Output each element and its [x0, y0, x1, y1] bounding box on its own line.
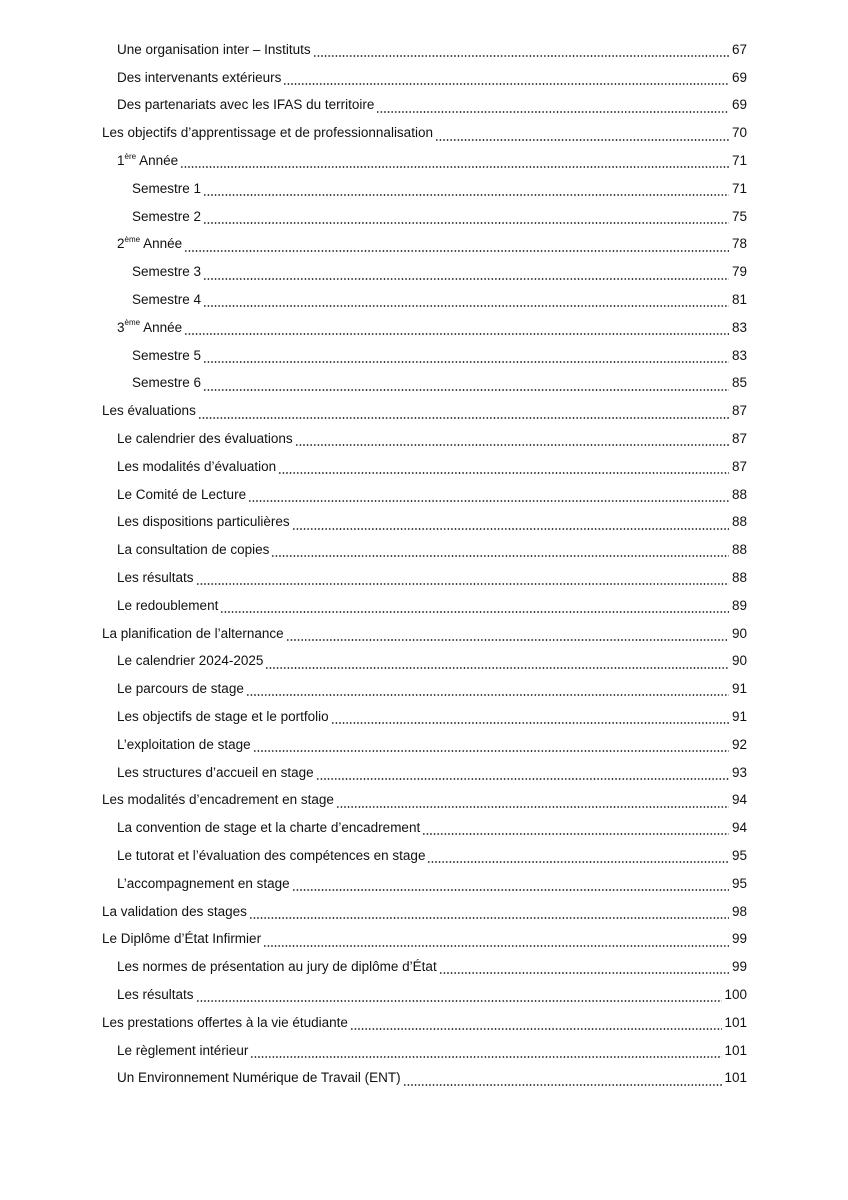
toc-dot-leader — [203, 184, 729, 198]
toc-dot-leader — [422, 823, 729, 837]
toc-entry-title: Les normes de présentation au jury de diplôme d’État — [117, 959, 437, 975]
toc-entry-page-number: 67 — [731, 41, 747, 57]
toc-entry-label: Année — [140, 319, 183, 335]
toc-entry-title: La consultation de copies — [117, 542, 270, 558]
toc-entry-title — [117, 320, 182, 336]
toc-entry-number: 3 — [117, 319, 125, 335]
toc-entry-title: Les évaluations — [102, 403, 196, 419]
toc-entry-page-number: 99 — [731, 931, 747, 947]
toc-entry[interactable] — [0, 703, 848, 731]
toc-entry-page-number: 69 — [731, 97, 747, 113]
toc-entry-title: Le Comité de Lecture — [117, 486, 247, 502]
toc-entry-title: Le Diplôme d’État Infirmier — [102, 931, 262, 947]
toc-entry-title: Les modalités d’évaluation — [117, 458, 277, 474]
toc-entry-page-number: 95 — [731, 875, 747, 891]
toc-entry-title: La planification de l’alternance — [102, 625, 284, 641]
toc-entry-page-number: 83 — [731, 319, 747, 335]
toc-entry[interactable] — [0, 870, 848, 898]
toc-entry-page-number: 71 — [731, 180, 747, 196]
toc-entry-number: 1 — [117, 153, 125, 169]
toc-entry-title: L’exploitation de stage — [117, 736, 251, 752]
toc-entry-page-number: 91 — [731, 681, 747, 697]
toc-dot-leader — [196, 990, 723, 1004]
toc-dot-leader — [283, 73, 729, 87]
toc-entry-page-number: 90 — [731, 653, 747, 669]
toc-dot-leader — [196, 573, 729, 587]
toc-entry[interactable] — [0, 453, 848, 481]
toc-entry-page-number: 79 — [731, 264, 747, 280]
toc-entry-page-number: 88 — [731, 486, 747, 502]
toc-entry-ordinal-suffix: ère — [124, 151, 137, 161]
toc-entry-title: Semestre 5 — [132, 347, 202, 363]
toc-entry-title: La convention de stage et la charte d’encadrement — [117, 820, 421, 836]
toc-entry[interactable] — [0, 981, 848, 1009]
toc-entry-page-number: 94 — [731, 792, 747, 808]
toc-entry[interactable] — [0, 648, 848, 676]
toc-dot-leader — [439, 962, 729, 976]
toc-dot-leader — [313, 45, 729, 59]
toc-entry[interactable] — [0, 731, 848, 759]
toc-entry[interactable] — [0, 620, 848, 648]
toc-entry-title: Semestre 2 — [132, 208, 202, 224]
toc-entry[interactable] — [0, 1009, 848, 1037]
toc-dot-leader — [203, 212, 729, 226]
toc-dot-leader — [292, 879, 729, 893]
toc-entry[interactable] — [0, 898, 848, 926]
toc-entry-page-number: 75 — [731, 208, 747, 224]
toc-dot-leader — [184, 240, 729, 254]
toc-entry[interactable] — [0, 258, 848, 286]
toc-entry-page-number: 99 — [731, 959, 747, 975]
toc-entry-title: Le calendrier des évaluations — [117, 431, 293, 447]
toc-entry[interactable] — [0, 953, 848, 981]
toc-entry[interactable] — [0, 92, 848, 120]
toc-entry-page-number: 69 — [731, 69, 747, 85]
toc-entry-ordinal-suffix: ème — [124, 234, 141, 244]
toc-entry[interactable] — [0, 814, 848, 842]
toc-dot-leader — [184, 323, 729, 337]
toc-entry-page-number: 93 — [731, 764, 747, 780]
toc-entry-page-number: 92 — [731, 736, 747, 752]
toc-entry[interactable] — [0, 147, 848, 175]
toc-entry-label: Année — [140, 236, 183, 252]
toc-entry[interactable] — [0, 926, 848, 954]
toc-entry-title: Semestre 1 — [132, 180, 202, 196]
toc-entry[interactable] — [0, 481, 848, 509]
toc-entry-title: Les modalités d’encadrement en stage — [102, 792, 334, 808]
toc-entry[interactable] — [0, 787, 848, 815]
toc-entry[interactable] — [0, 314, 848, 342]
toc-dot-leader — [403, 1074, 723, 1088]
toc-entry[interactable] — [0, 675, 848, 703]
toc-dot-leader — [376, 101, 729, 115]
toc-entry[interactable] — [0, 342, 848, 370]
toc-entry[interactable] — [0, 1037, 848, 1065]
toc-entry-page-number: 88 — [731, 542, 747, 558]
toc-entry[interactable] — [0, 203, 848, 231]
toc-entry-title: Semestre 3 — [132, 264, 202, 280]
toc-entry[interactable] — [0, 231, 848, 259]
toc-entry-title: Le calendrier 2024-2025 — [117, 653, 264, 669]
toc-entry[interactable] — [0, 536, 848, 564]
toc-dot-leader — [265, 657, 729, 671]
toc-entry-page-number: 95 — [731, 848, 747, 863]
toc-entry-title: Les résultats — [117, 986, 194, 1002]
toc-entry-title — [117, 153, 178, 169]
toc-dot-leader — [316, 768, 729, 782]
toc-dot-leader — [248, 490, 729, 504]
toc-entry-title: Le redoublement — [117, 597, 219, 613]
toc-entry-title: L’accompagnement en stage — [117, 875, 290, 891]
toc-entry[interactable] — [0, 36, 848, 64]
toc-entry-title: Les dispositions particulières — [117, 514, 290, 530]
toc-entry[interactable] — [0, 1064, 848, 1092]
toc-entry-title: Les objectifs d’apprentissage et de professionnalisation — [102, 125, 433, 141]
toc-entry-label: Année — [136, 153, 179, 169]
toc-dot-leader — [253, 740, 729, 754]
toc-entry-page-number: 83 — [731, 347, 747, 363]
toc-entry-page-number: 90 — [731, 625, 747, 641]
toc-entry[interactable] — [0, 842, 848, 870]
toc-dot-leader — [336, 796, 729, 810]
toc-dot-leader — [203, 351, 729, 365]
table-of-contents — [0, 36, 848, 1092]
toc-entry[interactable] — [0, 425, 848, 453]
toc-entry[interactable] — [0, 592, 848, 620]
toc-dot-leader — [250, 1046, 722, 1060]
toc-entry-title: Les objectifs de stage et le portfolio — [117, 709, 329, 725]
toc-entry-page-number: 89 — [731, 597, 747, 613]
toc-dot-leader — [180, 156, 729, 170]
toc-entry[interactable] — [0, 759, 848, 787]
toc-entry-page-number: 100 — [724, 986, 747, 1002]
toc-entry-title: Les structures d’accueil en stage — [117, 764, 314, 780]
toc-entry-title: Semestre 4 — [132, 292, 202, 308]
toc-entry-page-number: 101 — [724, 1014, 747, 1030]
toc-entry-title: Un Environnement Numérique de Travail (ENT) — [117, 1070, 401, 1086]
toc-entry-title: Des intervenants extérieurs — [117, 69, 282, 85]
toc-dot-leader — [292, 518, 729, 532]
toc-entry-page-number: 94 — [731, 820, 747, 836]
toc-dot-leader — [246, 684, 729, 698]
toc-entry-title: Semestre 6 — [132, 375, 202, 391]
toc-entry-page-number: 78 — [731, 236, 747, 252]
toc-dot-leader — [249, 907, 729, 921]
toc-entry-title: Le tutorat et l’évaluation des compétences en stage — [117, 848, 426, 863]
toc-entry-page-number: 70 — [731, 125, 747, 141]
toc-entry-page-number: 71 — [731, 153, 747, 169]
toc-dot-leader — [203, 295, 729, 309]
toc-entry[interactable] — [0, 286, 848, 314]
toc-entry[interactable] — [0, 64, 848, 92]
toc-dot-leader — [435, 129, 729, 143]
toc-dot-leader — [427, 851, 729, 865]
toc-entry-page-number: 91 — [731, 709, 747, 725]
toc-entry[interactable] — [0, 397, 848, 425]
toc-dot-leader — [286, 629, 729, 643]
toc-dot-leader — [220, 601, 729, 615]
toc-entry[interactable] — [0, 370, 848, 398]
toc-entry[interactable] — [0, 564, 848, 592]
toc-entry-page-number: 85 — [731, 375, 747, 391]
toc-entry-page-number: 101 — [724, 1042, 747, 1058]
toc-dot-leader — [198, 407, 729, 421]
toc-entry-page-number: 87 — [731, 458, 747, 474]
toc-entry-title: Le parcours de stage — [117, 681, 244, 697]
toc-entry-page-number: 87 — [731, 431, 747, 447]
toc-entry-title: Le règlement intérieur — [117, 1042, 249, 1058]
toc-dot-leader — [263, 935, 729, 949]
toc-dot-leader — [350, 1018, 723, 1032]
toc-entry-ordinal-suffix: ème — [124, 318, 141, 328]
toc-entry[interactable] — [0, 119, 848, 147]
toc-entry-title: Des partenariats avec les IFAS du territoire — [117, 97, 375, 113]
toc-entry[interactable] — [0, 175, 848, 203]
toc-entry-page-number: 101 — [724, 1070, 747, 1086]
toc-entry-title: Les résultats — [117, 570, 194, 586]
toc-dot-leader — [271, 545, 729, 559]
toc-entry-page-number: 98 — [731, 903, 747, 919]
toc-entry-page-number: 88 — [731, 514, 747, 530]
toc-entry-title: Une organisation inter – Instituts — [117, 41, 311, 57]
toc-entry-title: La validation des stages — [102, 903, 247, 919]
toc-entry-page-number: 87 — [731, 403, 747, 419]
toc-entry-page-number: 88 — [731, 570, 747, 586]
toc-dot-leader — [295, 434, 729, 448]
toc-entry[interactable] — [0, 509, 848, 537]
toc-dot-leader — [203, 379, 729, 393]
toc-dot-leader — [278, 462, 729, 476]
toc-entry-number: 2 — [117, 236, 125, 252]
toc-entry-title: Les prestations offertes à la vie étudiante — [102, 1014, 348, 1030]
toc-dot-leader — [203, 268, 729, 282]
toc-entry-page-number: 81 — [731, 292, 747, 308]
toc-entry-title — [117, 236, 182, 252]
toc-dot-leader — [331, 712, 729, 726]
